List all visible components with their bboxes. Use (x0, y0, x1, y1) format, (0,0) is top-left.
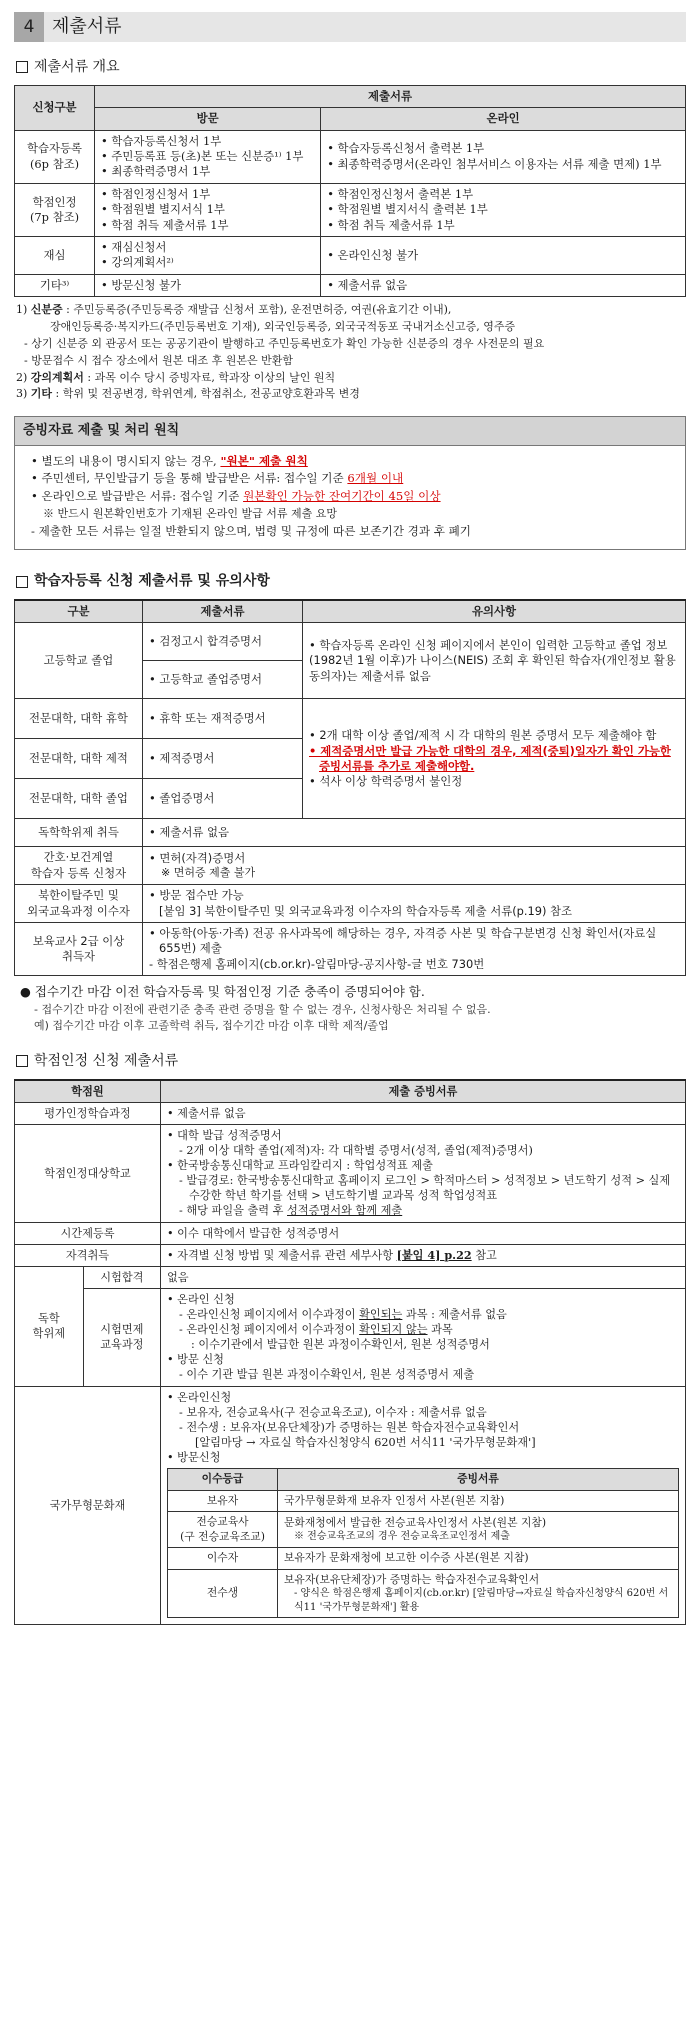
doc-item: • 학습자등록신청서 출력본 1부 (327, 141, 485, 156)
checkbox-square-icon (16, 61, 28, 73)
table-row: 고등학교 졸업 • 검정고시 합격증명서 • 학습자등록 온라인 신청 페이지에서 본인이 입력한 고등학교 졸업 정보(1982년 1월 이후)가 나이스(NEIS) 조회 후 확인된 학습자(개인정보 활용 동의자)는 제출서류 없음 (15, 623, 686, 661)
table-row (15, 183, 686, 236)
evidence-cell: 문화재청에서 발급한 전승교육사인정서 사본(원본 지참) ※ 전승교육조교의 경우 전승교육조교인정서 제출 (278, 1512, 679, 1548)
row-visit-docs (95, 237, 321, 275)
checkbox-square-icon (16, 576, 28, 588)
deadline-subnote: - 접수기간 마감 이전에 관련기준 충족 관련 증명을 할 수 없는 경우, 신청사항은 처리될 수 없음. (34, 1003, 491, 1017)
doc-item: • 학점인정신청서 1부 (101, 186, 211, 201)
table-row: 평가인정학습과정 • 제출서류 없음 (15, 1102, 686, 1124)
col-online: 온라인 (321, 108, 686, 130)
overview-table (14, 85, 686, 297)
table-row: 북한이탈주민 및 외국교육과정 이수자 • 방문 접수만 가능 [붙임 3] 북한이탈주민 및 외국교육과정 이수자의 학습자등록 제출 서류(p.19) 참조 (15, 885, 686, 923)
table-row (168, 1512, 679, 1548)
overview-heading: 제출서류 개요 (16, 58, 686, 77)
credit-heading: 학점인정 신청 제출서류 (16, 1052, 686, 1071)
table-row: • 고등학교 졸업증명서 (15, 661, 686, 699)
col-category: 구분 (15, 600, 143, 623)
grade-cell: 전승교육사 (구 전승교육조교) (168, 1512, 278, 1548)
table-row: 시험면제 교육과정 • 온라인 신청 - 온라인신청 페이지에서 이수과정이 확인되는 과목 : 제출서류 없음 - 온라인신청 페이지에서 이수과정이 확인되지 않는 과목 : 이수기관에서 발급한 원본 과정이수확인서, 원본 성적증명서 • 방문 신청 - 이수 기관 발급 원본 과정이수확인서, 원본 성적증명서 제출 (15, 1288, 686, 1386)
table-row: 전문대학, 대학 제적 • 제적증명서 (15, 739, 686, 779)
col-credit-source: 학점원 (15, 1080, 161, 1103)
evidence-title: 증빙자료 제출 및 처리 원칙 (15, 417, 685, 446)
doc-item: • 학점인정신청서 출력본 1부 (327, 186, 474, 201)
deadline-example: 예) 접수기간 마감 이후 고졸학력 취득, 접수기간 마감 이후 대학 제적/졸업 (34, 1018, 389, 1032)
row-visit-docs (95, 274, 321, 296)
doc-item: • 재심신청서 (101, 240, 167, 255)
doc-item: • 학점 취득 제출서류 1부 (327, 217, 455, 232)
intangible-inner-table: 이수등급 증빙서류 보유자 국가무형문화재 보유자 인정서 사본(원본 지참) 전승교육사 (구 전승교육조교) 문화재청에서 발급한 전승교육사인정서 사본(원본 지참) ※ 전승교육조교의 경우 전승교육조교인정서 제출 이수자 보유자가 문화재청에 보고한 이수증 사본(원본 지참) 전수생 보유자(보유단체장)가 증명하는 학습자전수교육확인서 - 양식은 학점은행제 홈페이지(cb.or.kr) [알림마당→자료실 학습자신청양식 620번 서식11 '국가무형문화재'] 활용 (167, 1468, 679, 1618)
table-row (168, 1548, 679, 1570)
doc-item: • 최종학력증명서(온라인 첨부서비스 이용자는 서류 제출 면제) 1부 (327, 156, 662, 171)
doc-item: • 학점원별 별지서식 출력본 1부 (327, 202, 488, 217)
table-row (15, 274, 686, 296)
row-type: 학습자등록 (6p 참조) (15, 130, 95, 183)
doc-item: • 학점 취득 제출서류 1부 (101, 217, 229, 232)
doc-item: • 주민등록표 등(초)본 또는 신분증¹⁾ 1부 (101, 149, 304, 164)
table-row: 자격취득 • 자격별 신청 방법 및 제출서류 관련 세부사항 [붙임 4] p.22 참고 (15, 1244, 686, 1266)
doc-item: • 제출서류 없음 (327, 277, 408, 292)
table-row: 시간제등록 • 이수 대학에서 발급한 성적증명서 (15, 1222, 686, 1244)
col-documents: 제출서류 (143, 600, 303, 623)
row-visit-docs (95, 130, 321, 183)
grade-cell: 보유자 (168, 1490, 278, 1512)
row-type: 학점인정 (7p 참조) (15, 183, 95, 236)
doc-item: • 온라인신청 불가 (327, 247, 419, 262)
row-visit-docs (95, 183, 321, 236)
learner-heading: 학습자등록 신청 제출서류 및 유의사항 (16, 572, 686, 591)
table-row (15, 130, 686, 183)
col-visit: 방문 (95, 108, 321, 130)
col-docs: 제출서류 (95, 85, 686, 107)
table-row: 전문대학, 대학 졸업 • 졸업증명서 (15, 779, 686, 819)
table-row (168, 1569, 679, 1618)
evidence-cell: 보유자(보유단체장)가 증명하는 학습자전수교육확인서 - 양식은 학점은행제 홈페이지(cb.or.kr) [알림마당→자료실 학습자신청양식 620번 서식11 '국가무형문화재'] 활용 (278, 1569, 679, 1618)
table-row: 독학 학위제 시험합격 없음 (15, 1266, 686, 1288)
evidence-cell: 보유자가 문화재청에 보고한 이수증 사본(원본 지참) (278, 1548, 679, 1570)
evidence-body: • 별도의 내용이 명시되지 않는 경우, "원본" 제출 원칙 • 주민센터, 무인발급기 등을 통해 발급받은 서류: 접수일 기준 6개월 이내 • 온라인으로 발급받은 서류: 접수일 기준 원본확인 가능한 잔여기간이 45일 이상 ※ 반드시 원본확인번호가 기재된 온라인 발급 서류 제출 요망 - 제출한 모든 서류는 일절 반환되지 않으며, 법령 및 규정에 따른 보존기간 경과 후 폐기 (31, 453, 471, 538)
col-evidence: 제출 증빙서류 (161, 1080, 686, 1103)
section-title: 제출서류 (44, 12, 686, 42)
col-type: 신청구분 (15, 85, 95, 130)
table-row: 독학학위제 취득 • 제출서류 없음 (15, 819, 686, 847)
col-notes: 유의사항 (303, 600, 686, 623)
grade-cell: 전수생 (168, 1569, 278, 1618)
table-row: 전문대학, 대학 휴학 • 휴학 또는 재적증명서 • 2개 대학 이상 졸업/제적 시 각 대학의 원본 증명서 모두 제출해야 함 • 제적증명서만 발급 가능한 대학의 경우, 제적(중퇴)일자가 확인 가능한 증빙서류를 추가로 제출해야함. • 석사 이상 학력증명서 불인정 (15, 699, 686, 739)
row-online-docs (321, 274, 686, 296)
overview-rows (15, 130, 686, 297)
table-row (168, 1490, 679, 1512)
row-online-docs (321, 183, 686, 236)
table-row: 국가무형문화재 • 온라인신청 - 보유자, 전승교육사(구 전승교육조교), 이수자 : 제출서류 없음 - 전수생 : 보유자(보유단체장)가 증명하는 원본 학습자전수교육확인서 [알림마당 → 자료실 학습자신청양식 620번 서식11 '국가무형문화재'] • 방문신청 이수등급 증빙서류 보유자 국가무형문화재 보유자 인정서 사본(원본 지참) 전승교육사 (구 전승교육조교) 문화재청에서 발급한 전승교육사인정서 사본(원본 지참) ※ 전승교육조교의 경우 전승교육조교인정서 제출 이수자 보유자가 문화재청에 보고한 이수증 사본(원본 지참) 전수생 보유자(보유단체장)가 증명하는 학습자전수교육확인서 - 양식은 학점은행제 홈페이지(cb.or.kr) [알림마당→자료실 학습자신청양식 620번 서식11 '국가무형문화재'] 활용 (15, 1386, 686, 1625)
row-type: 기타³⁾ (15, 274, 95, 296)
intangible-rows (168, 1490, 679, 1618)
row-online-docs (321, 237, 686, 275)
overview-notes: 1) 신분증 : 주민등록증(주민등록증 재발급 신청서 포함), 운전면허증, 여권(유효기간 이내), 장애인등록증·복지카드(주민등록번호 기재), 외국인등록증, 외국국적동포 국내거소신고증, 영주증 - 상기 신분증 외 관공서 또는 공공기관이 발행하고 주민등록번호가 확인 가능한 신분증의 경우 사전문의 필요 - 방문접수 시 접수 장소에서 원본 대조 후 원본은 반환함 2) 강의계획서 : 과목 이수 당시 증빙자료, 학과장 이상의 날인 원칙 3) 기타 : 학위 및 전공변경, 학위연계, 학점취소, 전공교양호환과목 변경 (16, 303, 545, 401)
table-row (15, 237, 686, 275)
evidence-cell: 국가무형문화재 보유자 인정서 사본(원본 지참) (278, 1490, 679, 1512)
doc-item: • 학습자등록신청서 1부 (101, 133, 222, 148)
learner-table (14, 599, 686, 976)
credit-table (14, 1079, 686, 1626)
table-row: 보육교사 2급 이상 취득자 • 아동학(아동·가족) 전공 유사과목에 해당하는 경우, 자격증 사본 및 학습구분변경 신청 확인서(자료실 655번) 제출 - 학점은행제 홈페이지(cb.or.kr)-알림마당-공지사항-글 번호 730번 (15, 923, 686, 976)
row-online-docs (321, 130, 686, 183)
row-type: 재심 (15, 237, 95, 275)
doc-item: • 강의계획서²⁾ (101, 255, 174, 270)
checkbox-square-icon (16, 1055, 28, 1067)
grade-cell: 이수자 (168, 1548, 278, 1570)
section-number: 4 (14, 12, 44, 42)
section-header (14, 12, 686, 42)
evidence-box (14, 416, 686, 550)
doc-item: • 학점원별 별지서식 1부 (101, 202, 225, 217)
doc-item: • 최종학력증명서 1부 (101, 164, 211, 179)
table-row: 학점인정대상학교 • 대학 발급 성적증명서 - 2개 이상 대학 졸업(제적)자: 각 대학별 증명서(성적, 졸업(제적)증명서) • 한국방송통신대학교 프라임칼리지 : 학업성적표 제출 - 발급경로: 한국방송통신대학교 홈페이지 로그인 > 학적마스터 > 성적정보 > 년도학기 성적 > 실제 수강한 학년 학기를 선택 > 년도학기별 교과목 성적 학업성적표 - 해당 파일을 출력 후 성적증명서와 함께 제출 (15, 1124, 686, 1222)
table-row: 간호·보건계열 학습자 등록 신청자 • 면허(자격)증명서 ※ 면허증 제출 불가 (15, 847, 686, 885)
deadline-note: ● 접수기간 마감 이전 학습자등록 및 학점인정 기준 충족이 증명되어야 함. (20, 984, 425, 1000)
doc-item: • 방문신청 불가 (101, 277, 181, 292)
